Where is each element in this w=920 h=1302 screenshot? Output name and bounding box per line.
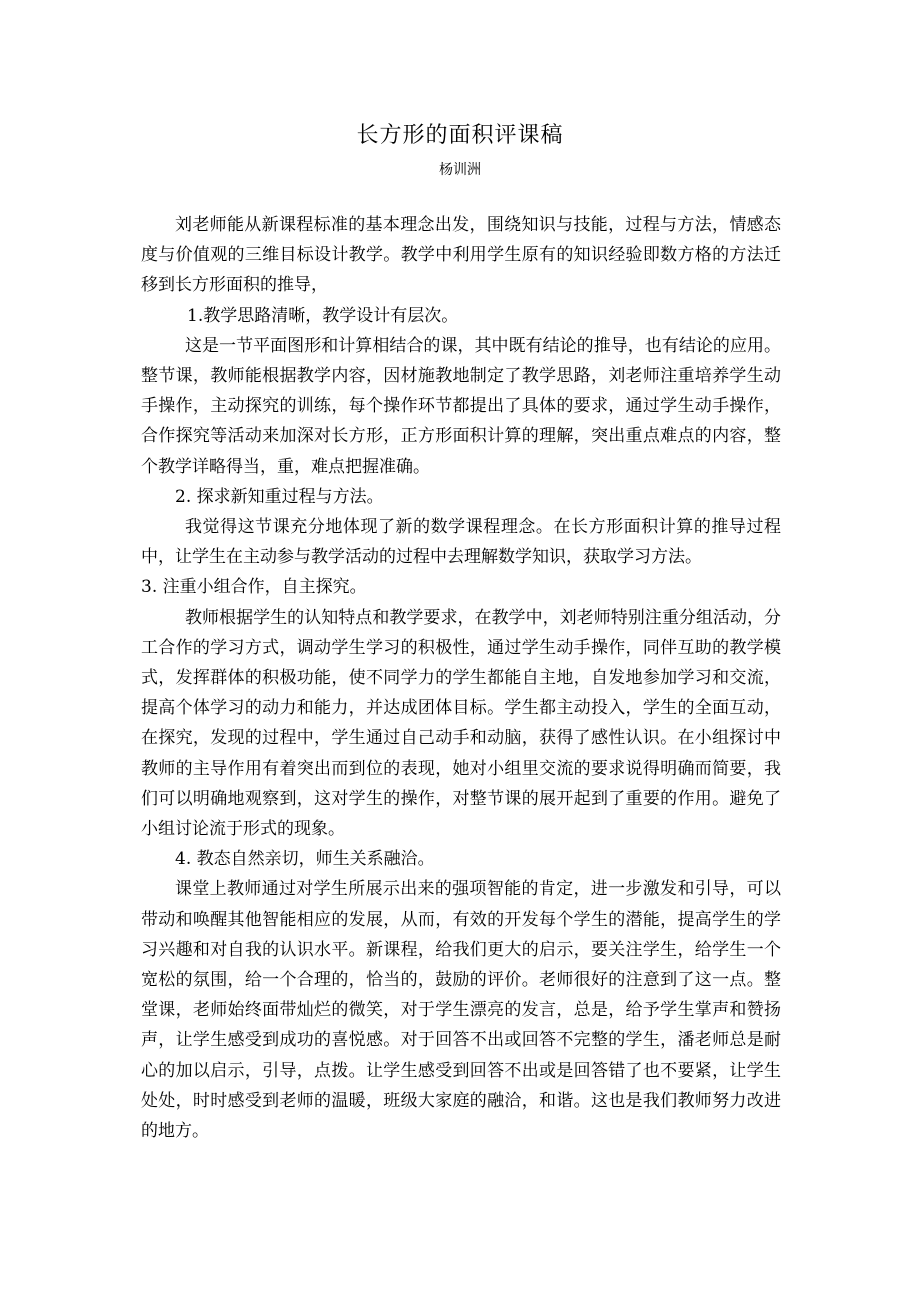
section-heading-2: 2. 探求新知重过程与方法。	[175, 486, 384, 507]
document-body	[141, 210, 781, 1146]
section-heading-3: 3. 注重小组合作，自主探究。	[141, 577, 367, 598]
paragraph-section-3: 教师根据学生的认知特点和教学要求，在教学中，刘老师特别注重分组活动，分工合作的学习方式，调动学生学习的积极性，通过学生动手操作，同伴互助的教学模式，发挥群体的积极功能，使不同学力的学生都能自主地，自发地参加学习和交流，提高个体学习的动力和能力，并达成团体目标。学生都主动投入，学生的全面互动，在探究，发现的过程中，学生通过自己动手和动脑，获得了感性认识。在小组探讨中教师的主导作用有着突出而到位的表现，她对小组里交流的要求说得明确而简要，我们可以明确地观察到，这对学生的操作，对整节课的展开起到了重要的作用。避免了小组讨论流于形式的现象。	[141, 607, 781, 840]
paragraph-section-2: 我觉得这节课充分地体现了新的数学课程理念。在长方形面积计算的推导过程中，让学生在主动参与教学活动的过程中去理解数学知识，获取学习方法。	[141, 517, 781, 568]
section-heading-4: 4. 教态自然亲切，师生关系融洽。	[175, 849, 435, 870]
document-title: 长方形的面积评课稿	[356, 123, 564, 148]
paragraph-section-1: 这是一节平面图形和计算相结合的课，其中既有结论的推导，也有结论的应用。整节课，教师能根据教学内容，因材施教地制定了教学思路，刘老师注重培养学生动手操作，主动探究的训练，每个操作环节都提出了具体的要求，通过学生动手操作，合作探究等活动来加深对长方形，正方形面积计算的理解，突出重点难点的内容，整个教学详略得当，重，难点把握准确。	[141, 335, 781, 477]
document-author: 杨训洲	[439, 162, 481, 178]
paragraph-section-4: 课堂上教师通过对学生所展示出来的强项智能的肯定，进一步激发和引导，可以带动和唤醒其他智能相应的发展，从而，有效的开发每个学生的潜能，提高学生的学习兴趣和对自我的认识水平。新课程，给我们更大的启示，要关注学生，给学生一个宽松的氛围，给一个合理的，恰当的，鼓励的评价。老师很好的注意到了这一点。整堂课，老师始终面带灿烂的微笑，对于学生漂亮的发言，总是，给予学生掌声和赞扬声，让学生感受到成功的喜悦感。对于回答不出或回答不完整的学生，潘老师总是耐心的加以启示，引导，点拨。让学生感受到回答不出或是回答错了也不要紧，让学生处处，时时感受到老师的温暖，班级大家庭的融洽，和谐。这也是我们教师努力改进的地方。	[141, 879, 781, 1142]
section-heading-1: 1.教学思路清晰，教学设计有层次。	[187, 305, 459, 326]
paragraph-intro: 刘老师能从新课程标准的基本理念出发，围绕知识与技能，过程与方法，情感态度与价值观的三维目标设计教学。教学中利用学生原有的知识经验即数方格的方法迁移到长方形面积的推导，	[141, 215, 781, 296]
